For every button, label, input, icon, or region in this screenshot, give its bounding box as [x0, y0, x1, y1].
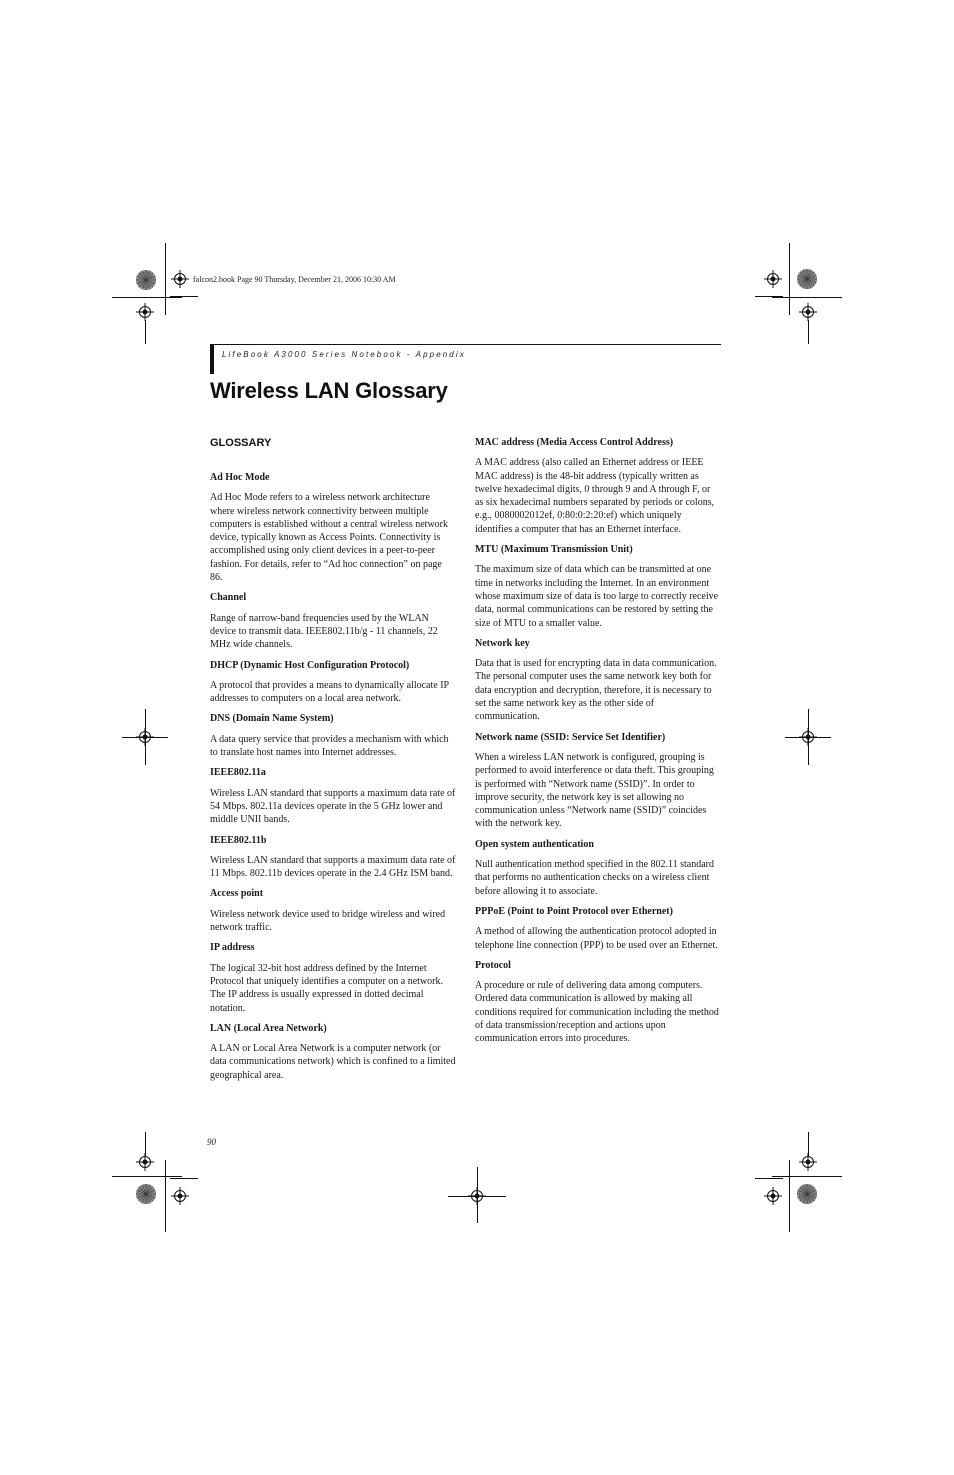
- glossary-term: Network name (SSID: Service Set Identifier): [475, 731, 666, 743]
- crop-line: [170, 1178, 198, 1179]
- running-head-tab: [210, 344, 214, 374]
- registration-crosshair-icon: [135, 302, 155, 322]
- glossary-term: Protocol: [475, 959, 511, 971]
- glossary-definition: Wireless LAN standard that supports a maximum data rate of 11 Mbps. 802.11b devices operate in the 2.4 GHz ISM band.: [210, 854, 456, 880]
- registration-target-icon: [135, 269, 157, 291]
- glossary-term: DNS (Domain Name System): [210, 713, 334, 725]
- glossary-definition: The logical 32-bit host address defined by the Internet Protocol that uniquely identifies a computer on a network. The IP address is usually expressed in dotted decimal notation.: [210, 962, 443, 1014]
- crop-line: [808, 1132, 809, 1156]
- registration-crosshair-icon: [798, 302, 818, 322]
- registration-crosshair-icon: [763, 269, 783, 289]
- glossary-term: IEEE802.11a: [210, 767, 266, 779]
- glossary-term: IEEE802.11b: [210, 834, 267, 846]
- running-head-rule: [210, 344, 721, 345]
- glossary-definition: When a wireless LAN network is configured, grouping is performed to avoid interference or data theft. This grouping is performed with “Network name (SSID)”. In order to improve security, the network key is set allowing no communication unless “Network name (SSID)” coincides with the network key.: [475, 751, 714, 830]
- crop-line: [789, 243, 790, 315]
- glossary-definition: Data that is used for encrypting data in data communication. The personal computer uses the same network key both for data encryption and decryption, therefore, it is necessary to set the same network key as the other side of communication.: [475, 658, 717, 723]
- registration-target-icon: [796, 1183, 818, 1205]
- glossary-term: Open system authentication: [475, 838, 594, 850]
- glossary-definition: Ad Hoc Mode refers to a wireless network architecture where wireless network connectivity between multiple computers is established without a central wireless network device, typically known as Access Points. Connectivity is accomplished using only client devices in a peer-to-peer fashion. For details, refer to “Ad hoc connection” on page 86.: [210, 492, 448, 584]
- glossary-definition: The maximum size of data which can be transmitted at one time in networks including the Internet. In an environment whose maximum size of data is too large to correctly receive data, normal communications can be restored by setting the size of MTU to a smaller value.: [475, 564, 719, 629]
- glossary-term: Network key: [475, 637, 530, 649]
- glossary-definition: A method of allowing the authentication protocol adopted in telephone line connection (PPP) to be used over an Ethernet.: [475, 926, 718, 951]
- registration-target-icon: [135, 1183, 157, 1205]
- crop-line: [772, 1176, 842, 1177]
- glossary-term: PPPoE (Point to Point Protocol over Ethernet): [475, 905, 673, 917]
- crop-line: [145, 709, 146, 765]
- registration-crosshair-icon: [763, 1186, 783, 1206]
- glossary-term: Channel: [210, 592, 247, 604]
- glossary-definition: A LAN or Local Area Network is a computer network (or data communications network) which is confined to a limited geographical area.: [210, 1043, 456, 1081]
- crop-line: [808, 709, 809, 765]
- left-glossary-entries: [210, 471, 456, 1082]
- crop-line: [112, 297, 182, 298]
- page-title: Wireless LAN Glossary: [210, 378, 448, 403]
- crop-line: [772, 297, 842, 298]
- right-glossary-entries: [475, 436, 721, 1046]
- glossary-term: LAN (Local Area Network): [210, 1022, 327, 1034]
- glossary-term: DHCP (Dynamic Host Configuration Protocol): [210, 659, 410, 671]
- glossary-definition: A procedure or rule of delivering data among computers. Ordered data communication is allowed by making all conditions required for communication including the method of data transmission/reception and actions upon communication errors into procedures.: [475, 980, 719, 1045]
- glossary-definition: A data query service that provides a mechanism with which to translate host names into Internet addresses.: [210, 733, 449, 759]
- page-number: 90: [207, 1137, 216, 1147]
- glossary-term: IP address: [210, 942, 255, 954]
- glossary-definition: Range of narrow-band frequencies used by the WLAN device to transmit data. IEEE802.11b/g - 11 channels, 22 MHz wide channels.: [210, 612, 438, 651]
- crop-line: [755, 1178, 783, 1179]
- glossary-definition: Null authentication method specified in the 802.11 standard that performs no authentication checks on a wireless client before allowing it to associate.: [475, 859, 715, 897]
- crop-line: [165, 1160, 166, 1232]
- glossary-term: Ad Hoc Mode: [210, 472, 270, 483]
- right-column: [475, 436, 721, 1053]
- registration-crosshair-icon: [170, 269, 190, 289]
- glossary-definition: A MAC address (also called an Ethernet address or IEEE MAC address) is the 48-bit address (typically written as twelve hexadecimal digits, 0 through 9 and A through F, or as six hexadecimal numbers separated by periods or colons, e.g., 0080002012ef, 0:80:0:2:20:ef) which uniquely identifies a computer that has an Ethernet interface.: [475, 457, 715, 535]
- glossary-term: MAC address (Media Access Control Address): [475, 437, 674, 448]
- print-slug: falcon2.book Page 90 Thursday, December 21, 2006 10:30 AM: [193, 275, 396, 284]
- crop-line: [112, 1176, 182, 1177]
- glossary-definition: A protocol that provides a means to dynamically allocate IP addresses to computers on a local area network.: [210, 679, 449, 705]
- glossary-term: Access point: [210, 888, 264, 900]
- left-column: [210, 436, 456, 1089]
- section-heading: GLOSSARY: [210, 437, 272, 449]
- running-head: LifeBook A3000 Series Notebook - Appendix: [222, 350, 466, 359]
- glossary-definition: Wireless network device used to bridge wireless and wired network traffic.: [210, 908, 446, 934]
- crop-line: [145, 1132, 146, 1156]
- glossary-term: MTU (Maximum Transmission Unit): [475, 544, 633, 556]
- crop-line: [808, 320, 809, 344]
- glossary-definition: Wireless LAN standard that supports a maximum data rate of 54 Mbps. 802.11a devices operate in the 5 GHz lower and middle UNII bands.: [210, 787, 456, 826]
- crop-line: [145, 320, 146, 344]
- crop-line: [165, 243, 166, 315]
- registration-target-icon: [796, 268, 818, 290]
- crop-line: [789, 1160, 790, 1232]
- crop-line: [477, 1167, 478, 1223]
- registration-crosshair-icon: [170, 1186, 190, 1206]
